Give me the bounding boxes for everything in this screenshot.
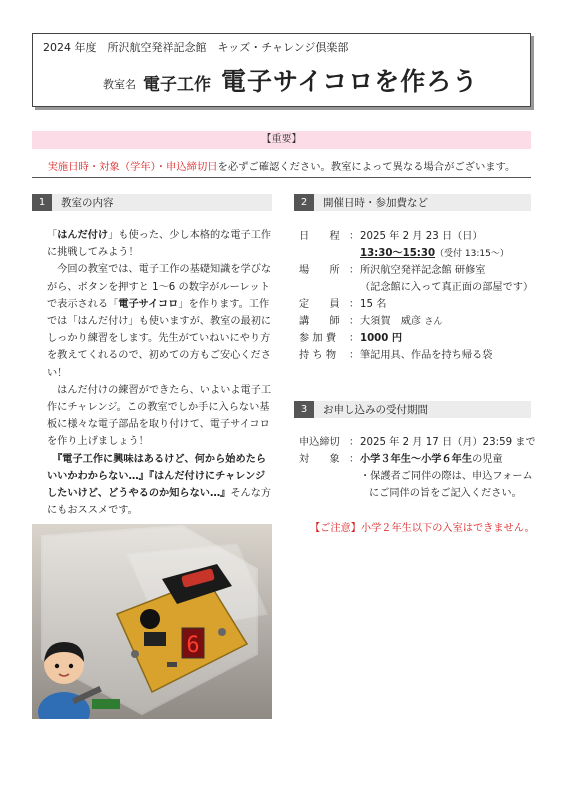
teacher-label: 講 師 <box>299 316 340 327</box>
deadline-row <box>299 434 536 451</box>
course-label: 教室名 <box>103 78 136 91</box>
notice-bar <box>32 131 531 149</box>
place-colon: ： <box>349 265 360 276</box>
target-label: 対 象 <box>299 454 340 465</box>
place-value: 所沢航空発祥記念館 研修室 <box>360 265 486 276</box>
notice-rest: を必ずご確認ください。教室によって異なる場合がございます。 <box>217 161 516 173</box>
paragraph-text: 」も使った、少し本格的な電子工作に挑戦してみよう！ <box>47 230 272 259</box>
capacity-value: 15 名 <box>360 299 387 310</box>
section-1-header <box>32 194 272 211</box>
items-row <box>299 347 531 364</box>
section-1-paragraph <box>47 227 272 261</box>
dice-kit-illustration <box>32 524 272 719</box>
items-colon: ： <box>349 350 360 361</box>
teacher-row <box>299 313 531 330</box>
fee-label: 参 加 費 <box>299 333 337 344</box>
target-row <box>299 451 531 468</box>
guardian-row-2 <box>299 485 531 502</box>
section-1-number: 1 <box>32 194 52 211</box>
time-row <box>299 245 531 262</box>
paragraph-text: 」を作ります。工作では「はんだ付け」も使いますが、教室の最初にしっかり練習をします。先生がていねいにやり方を教えてくれるので、初めての方もご安心ください！ <box>47 298 272 379</box>
capacity-label: 定 員 <box>299 299 340 310</box>
guardian-row-1 <box>299 468 531 485</box>
teacher-suffix: さん <box>424 317 443 327</box>
place-label: 場 所 <box>299 265 340 276</box>
time-value: 13:30～15:30 <box>360 248 436 259</box>
section-1-paragraph <box>47 382 272 451</box>
course-name: 電子工作 <box>143 75 211 95</box>
divider <box>32 177 531 178</box>
place-row <box>299 262 531 279</box>
deadline-colon: ： <box>349 437 360 448</box>
teacher-value: 大須賀 威彦 <box>360 316 422 327</box>
dice-kit-photo <box>32 524 272 719</box>
section-3-number: 3 <box>294 401 314 418</box>
teacher-colon: ： <box>349 316 360 327</box>
paragraph-text: 『電子工作に興味はあるけど、何から始めたらいいかわからない…』『はんだ付けにチャレンジしたいけど、どうやるのか知らない…』 <box>47 453 267 500</box>
date-label: 日 程 <box>299 231 340 242</box>
date-value: 2025 年 2 月 23 日（日） <box>360 231 483 242</box>
header-subtitle: 2024 年度 所沢航空発祥記念館 キッズ・チャレンジ倶楽部 <box>43 41 349 54</box>
section-1-paragraph <box>47 261 272 381</box>
deadline-label: 申込締切 <box>299 437 340 448</box>
paragraph-text: そんな方にもおススメです。 <box>47 488 272 517</box>
notice-highlight: 実施日時・対象（学年）・申込締切日 <box>47 161 218 173</box>
event-details <box>299 228 534 364</box>
section-3-header <box>294 401 531 418</box>
guardian-note-2: にご同伴の旨をご記入ください。 <box>369 488 522 499</box>
paragraph-text: 今回の教室では、電子工作の基礎知識を学びながら、ボタンを押すと 1～6 の数字がルーレットで表示される「 <box>47 264 272 310</box>
section-3-title: お申し込みの受付期間 <box>323 404 428 416</box>
section-1-body <box>47 227 272 519</box>
paragraph-text: 電子サイコロ <box>118 298 179 310</box>
target-value: 小学３年生～小学６年生 <box>360 454 473 465</box>
notice-text <box>32 158 531 173</box>
guardian-note-1: ・保護者ご同伴の際は、申込フォーム <box>360 471 533 482</box>
header-box <box>32 33 531 107</box>
items-value: 筆記用具、作品を持ち帰る袋 <box>360 350 493 361</box>
reception-time: （受付 13:15～） <box>435 249 509 259</box>
time-wrap <box>360 245 509 263</box>
date-row <box>299 228 531 245</box>
items-label: 持 ち 物 <box>299 350 337 361</box>
fee-value: 1000 円 <box>360 333 403 344</box>
section-1-paragraph <box>47 451 272 520</box>
target-suffix: の児童 <box>472 454 503 465</box>
paragraph-text: はんだ付けの練習ができたら、いよいよ電子工作にチャレンジ。この教室でしか手に入らない基板に様々な電子部品を取り付けて、電子サイコロを作り上げましょう！ <box>47 384 272 448</box>
capacity-row <box>299 296 531 313</box>
date-colon: ： <box>349 231 360 242</box>
target-wrap <box>360 451 503 468</box>
application-details <box>299 434 536 502</box>
caution-text: 【ご注意】小学２年生以下の入室はできません。 <box>310 523 535 534</box>
section-1-title: 教室の内容 <box>61 197 114 209</box>
notice-label: 【重要】 <box>261 134 302 145</box>
paragraph-text: 「 <box>47 230 58 241</box>
paragraph-text <box>47 454 57 465</box>
target-colon: ： <box>349 454 360 465</box>
fee-colon: ： <box>349 333 360 344</box>
section-2-header <box>294 194 531 211</box>
place-note: （記念館に入って真正面の部屋です） <box>360 282 534 293</box>
page-title: 電子サイコロを作ろう <box>221 67 479 96</box>
fee-row <box>299 330 531 347</box>
teacher-wrap <box>360 313 442 331</box>
section-2-number: 2 <box>294 194 314 211</box>
place-note-row <box>299 279 534 296</box>
paragraph-text: はんだ付け <box>57 230 109 241</box>
svg-text:6: 6 <box>186 633 200 658</box>
capacity-colon: ： <box>349 299 360 310</box>
deadline-value: 2025 年 2 月 17 日（月）23:59 まで <box>360 437 536 448</box>
section-2-title: 開催日時・参加費など <box>323 197 428 209</box>
